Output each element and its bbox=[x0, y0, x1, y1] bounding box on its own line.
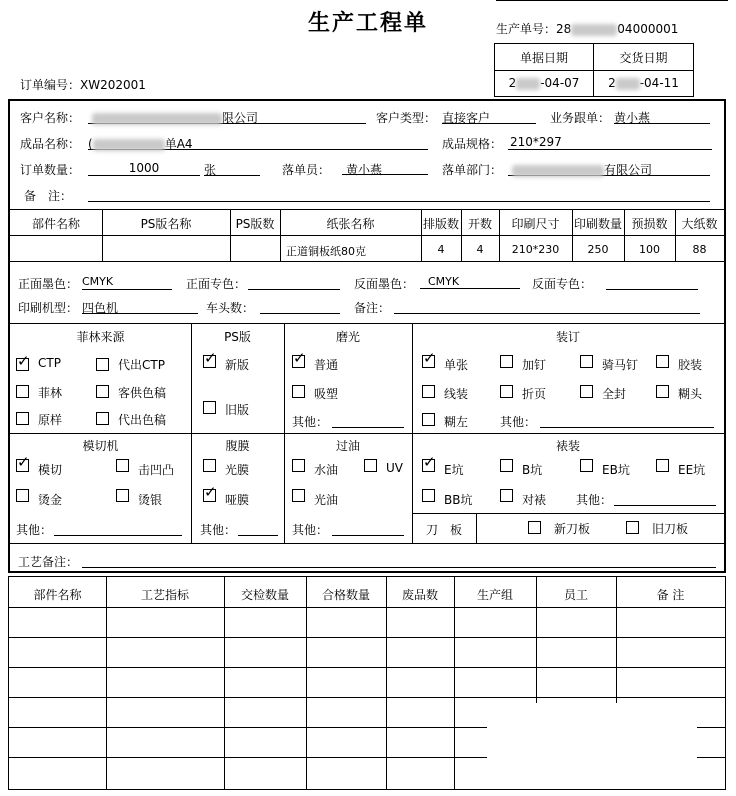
knife-new-checkbox[interactable] bbox=[528, 521, 541, 534]
bind-head-label: 糊头 bbox=[678, 387, 703, 401]
bind-nail-label: 加钉 bbox=[522, 358, 547, 372]
prod-header-cell: 员工 bbox=[563, 588, 588, 602]
parts-header-cell: 部件名称 bbox=[31, 217, 80, 231]
craft-note-field[interactable] bbox=[82, 553, 716, 568]
bind-fold-label: 折页 bbox=[522, 387, 547, 401]
die-emboss-label: 击凹凸 bbox=[138, 463, 175, 477]
lam-gloss-label: 光膜 bbox=[225, 463, 250, 477]
polish-title: 磨光 bbox=[335, 330, 360, 344]
delivery-date-value: 2 -04-11 bbox=[608, 76, 679, 90]
parts-cell: 250 bbox=[587, 243, 609, 256]
die-other-label: 其他： bbox=[16, 523, 53, 537]
bind-nail-checkbox[interactable] bbox=[500, 355, 513, 368]
film-original-label: 原样 bbox=[38, 413, 63, 427]
bind-saddle-label: 骑马钉 bbox=[602, 358, 639, 372]
prod-header-cell: 部件名称 bbox=[33, 588, 82, 602]
parts-cell: 88 bbox=[692, 243, 707, 256]
production-number-suffix: 04000001 bbox=[617, 22, 679, 36]
parts-cell: 210*230 bbox=[511, 243, 560, 256]
machine-value: 四色机 bbox=[82, 299, 198, 314]
parts-header-cell: 开数 bbox=[467, 217, 492, 231]
die-emboss-checkbox[interactable] bbox=[116, 459, 129, 472]
lam-matte-checkbox[interactable]: ✓ bbox=[204, 483, 217, 501]
polish-other-field[interactable] bbox=[332, 413, 404, 428]
mount-other-label: 其他： bbox=[576, 493, 613, 507]
back-spot-field[interactable] bbox=[606, 275, 698, 290]
production-number bbox=[496, 20, 678, 37]
oil-gloss-label: 光油 bbox=[314, 493, 339, 507]
clerk-value: 黄小燕 bbox=[342, 161, 428, 175]
oil-gloss-checkbox[interactable] bbox=[292, 489, 305, 502]
bind-glue-label: 胶装 bbox=[678, 358, 703, 372]
header-rule bbox=[496, 0, 728, 1]
customer-label: 客户名称： bbox=[20, 111, 81, 125]
oil-water-checkbox[interactable] bbox=[292, 459, 305, 472]
back-spot-label: 反面专色： bbox=[532, 277, 593, 291]
mount-other-field[interactable] bbox=[614, 491, 716, 506]
film-ctp-label: CTP bbox=[38, 356, 61, 370]
knife-label: 刀 板 bbox=[425, 523, 462, 537]
lamination-title: 腹膜 bbox=[225, 439, 250, 453]
bind-other-label: 其他： bbox=[500, 415, 537, 429]
production-number-prefix: 28 bbox=[556, 22, 572, 36]
die-gold-checkbox[interactable] bbox=[16, 489, 29, 502]
bind-glue-checkbox[interactable] bbox=[656, 355, 669, 368]
front-spot-label: 正面专色： bbox=[186, 277, 247, 291]
ps-new-checkbox[interactable]: ✓ bbox=[204, 349, 217, 367]
parts-cell: 4 bbox=[476, 243, 484, 256]
film-film-label: 菲林 bbox=[38, 386, 63, 400]
die-cut-title: 模切机 bbox=[82, 439, 119, 453]
knife-old-label: 旧刀板 bbox=[652, 522, 689, 536]
mount-eb-checkbox[interactable] bbox=[580, 459, 593, 472]
spec-value: 210*297 bbox=[508, 135, 712, 150]
prod-header-cell: 生产组 bbox=[476, 588, 513, 602]
bind-left-checkbox[interactable] bbox=[422, 413, 435, 426]
mount-b-label: B坑 bbox=[522, 463, 543, 477]
product-label: 成品名称： bbox=[20, 137, 81, 151]
ps-plate-title: PS版 bbox=[224, 330, 251, 344]
back-color-value: CMYK bbox=[420, 275, 520, 289]
mount-ee-label: EE坑 bbox=[678, 463, 706, 477]
remark-label: 备 注： bbox=[24, 189, 73, 203]
die-cut-checkbox[interactable]: ✓ bbox=[17, 453, 30, 471]
parts-header-cell: 排版数 bbox=[422, 217, 459, 231]
clerk-label: 落单员： bbox=[282, 163, 331, 177]
doc-date-value: 2 -04-07 bbox=[508, 76, 580, 90]
mounting-title: 裱装 bbox=[555, 439, 580, 453]
mount-bb-checkbox[interactable] bbox=[422, 489, 435, 502]
prod-header-cell: 废品数 bbox=[401, 588, 438, 602]
film-outsource-proof-checkbox[interactable] bbox=[96, 412, 109, 425]
binding-title: 装订 bbox=[555, 330, 580, 344]
craft-note-label: 工艺备注： bbox=[18, 555, 79, 569]
parts-header-cell: 大纸数 bbox=[681, 217, 718, 231]
back-color-label: 反面墨色： bbox=[354, 277, 415, 291]
film-customer-proof-label: 客供色稿 bbox=[118, 386, 167, 400]
product-field: ( 单A4 bbox=[88, 135, 428, 150]
date-box bbox=[494, 43, 694, 97]
salesperson-label: 业务跟单： bbox=[550, 111, 611, 125]
polish-other-label: 其他： bbox=[292, 415, 329, 429]
qty-label: 订单数量： bbox=[20, 163, 81, 177]
customer-field bbox=[88, 109, 366, 124]
order-number bbox=[20, 76, 146, 93]
prod-header-cell: 交检数量 bbox=[240, 588, 289, 602]
car-field[interactable] bbox=[260, 299, 340, 314]
doc-date-label: 单据日期 bbox=[519, 51, 568, 65]
dept-label: 落单部门： bbox=[442, 163, 503, 177]
note-label: 备注： bbox=[354, 301, 391, 315]
customer-suffix: 限公司 bbox=[222, 111, 259, 125]
unit-value: 张 bbox=[204, 161, 260, 176]
die-silver-label: 烫银 bbox=[138, 493, 163, 507]
main-form bbox=[8, 99, 726, 573]
prod-header-cell: 备 注 bbox=[656, 588, 685, 602]
customer-type-label: 客户类型： bbox=[376, 111, 437, 125]
bind-saddle-checkbox[interactable] bbox=[580, 355, 593, 368]
note-field[interactable] bbox=[394, 299, 700, 314]
lam-matte-label: 哑膜 bbox=[225, 493, 250, 507]
oil-water-label: 水油 bbox=[314, 463, 339, 477]
prod-header-cell: 合格数量 bbox=[321, 588, 370, 602]
parts-header-cell: PS版数 bbox=[235, 217, 275, 231]
machine-label: 印刷机型： bbox=[18, 301, 79, 315]
page-title: 生产工程单 bbox=[307, 11, 428, 36]
parts-header-cell: 纸张名称 bbox=[326, 217, 375, 231]
ps-new-label: 新版 bbox=[225, 358, 250, 372]
qty-value: 1000 bbox=[88, 161, 200, 176]
bind-thread-checkbox[interactable] bbox=[422, 385, 435, 398]
film-outsource-ctp-label: 代出CTP bbox=[118, 358, 165, 372]
mount-pair-label: 对裱 bbox=[522, 493, 547, 507]
order-number-label: 订单编号： bbox=[20, 78, 81, 92]
bind-thread-label: 线装 bbox=[444, 387, 469, 401]
parts-header-cell: 印刷数量 bbox=[573, 217, 622, 231]
bind-fold-checkbox[interactable] bbox=[500, 385, 513, 398]
mount-eb-label: EB坑 bbox=[602, 463, 630, 477]
mount-e-label: E坑 bbox=[444, 463, 464, 477]
bind-other-field[interactable] bbox=[540, 413, 714, 428]
salesperson-value: 黄小燕 bbox=[614, 109, 710, 124]
knife-old-checkbox[interactable] bbox=[626, 521, 639, 534]
die-other-field[interactable] bbox=[54, 521, 182, 536]
customer-type-value: 直接客户 bbox=[442, 109, 536, 124]
mount-e-checkbox[interactable]: ✓ bbox=[423, 453, 436, 471]
oil-other-label: 其他： bbox=[292, 523, 329, 537]
bind-single-label: 单张 bbox=[444, 358, 469, 372]
dept-field: 有限公司 bbox=[508, 161, 710, 176]
bind-seal-checkbox[interactable] bbox=[580, 385, 593, 398]
prod-header-cell: 工艺指标 bbox=[140, 588, 189, 602]
remark-field[interactable] bbox=[88, 187, 710, 202]
mount-pair-checkbox[interactable] bbox=[500, 489, 513, 502]
die-gold-label: 烫金 bbox=[38, 493, 63, 507]
front-spot-field[interactable] bbox=[248, 275, 340, 290]
parts-header-cell: 印刷尺寸 bbox=[511, 217, 560, 231]
bind-seal-label: 全封 bbox=[602, 387, 627, 401]
production-number-label: 生产单号： bbox=[496, 22, 557, 36]
delivery-date-label: 交货日期 bbox=[619, 51, 668, 65]
bind-head-checkbox[interactable] bbox=[656, 385, 669, 398]
bind-single-checkbox[interactable]: ✓ bbox=[423, 349, 436, 367]
spec-label: 成品规格： bbox=[442, 137, 503, 151]
film-ctp-checkbox[interactable]: ✓ bbox=[17, 352, 30, 370]
ps-old-label: 旧版 bbox=[225, 403, 250, 417]
lam-other-label: 其他： bbox=[200, 523, 237, 537]
order-number-value: XW202001 bbox=[80, 78, 146, 92]
varnish-title: 过油 bbox=[335, 439, 360, 453]
parts-cell-paper: 正道铜板纸80克 bbox=[286, 245, 366, 258]
die-silver-checkbox[interactable] bbox=[116, 489, 129, 502]
bind-left-label: 糊左 bbox=[444, 415, 469, 429]
mount-ee-checkbox[interactable] bbox=[656, 459, 669, 472]
film-original-checkbox[interactable] bbox=[16, 412, 29, 425]
lam-other-field[interactable] bbox=[238, 521, 278, 536]
film-customer-proof-checkbox[interactable] bbox=[96, 385, 109, 398]
polish-blister-checkbox[interactable] bbox=[292, 385, 305, 398]
polish-blister-label: 吸塑 bbox=[314, 387, 339, 401]
parts-header-cell: PS版名称 bbox=[140, 217, 192, 231]
knife-new-label: 新刀板 bbox=[554, 522, 591, 536]
die-cut-label: 模切 bbox=[38, 463, 63, 477]
film-outsource-proof-label: 代出色稿 bbox=[118, 413, 167, 427]
parts-cell: 100 bbox=[639, 243, 660, 256]
oil-other-field[interactable] bbox=[332, 521, 404, 536]
ps-old-checkbox[interactable] bbox=[203, 401, 216, 414]
film-film-checkbox[interactable] bbox=[16, 385, 29, 398]
oil-uv-checkbox[interactable] bbox=[364, 459, 377, 472]
mount-bb-label: BB坑 bbox=[444, 493, 473, 507]
oil-uv-label: UV bbox=[386, 461, 403, 475]
front-color-label: 正面墨色： bbox=[18, 277, 79, 291]
polish-normal-label: 普通 bbox=[314, 358, 339, 372]
film-source-title: 菲林来源 bbox=[76, 330, 125, 344]
lam-gloss-checkbox[interactable] bbox=[203, 459, 216, 472]
polish-normal-checkbox[interactable]: ✓ bbox=[293, 349, 306, 367]
film-outsource-ctp-checkbox[interactable] bbox=[96, 358, 109, 371]
production-table bbox=[8, 576, 726, 790]
parts-cell: 4 bbox=[437, 243, 445, 256]
car-label: 车头数： bbox=[206, 301, 255, 315]
redacted-blur bbox=[571, 24, 617, 36]
front-color-value: CMYK bbox=[82, 275, 172, 290]
redaction-overlay bbox=[487, 703, 697, 789]
mount-b-checkbox[interactable] bbox=[500, 459, 513, 472]
parts-header-cell: 预损数 bbox=[631, 217, 668, 231]
